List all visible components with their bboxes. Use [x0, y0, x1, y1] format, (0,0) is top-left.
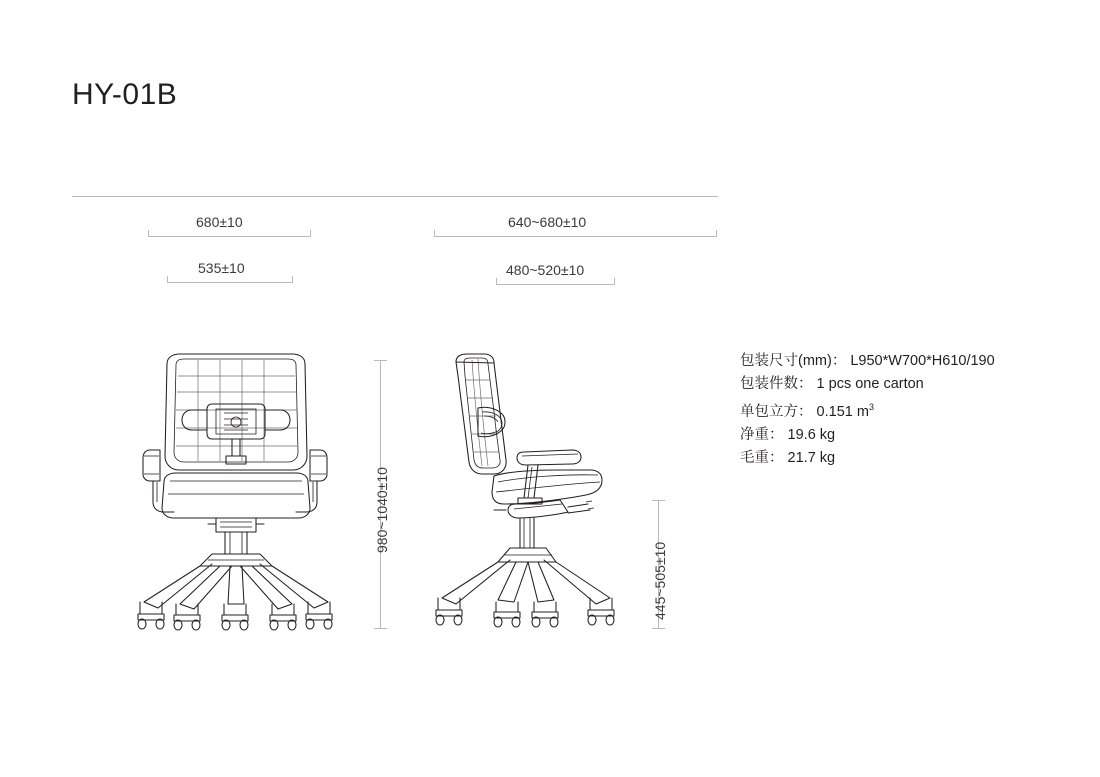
total-height-tick-bottom — [374, 628, 387, 629]
front-dim-depth-label: 535±10 — [198, 260, 245, 276]
side-dim-width-tick-left — [434, 230, 435, 237]
front-dim-depth-rule — [167, 282, 292, 283]
side-dim-depth-rule — [496, 284, 614, 285]
front-dim-width-rule — [148, 236, 310, 237]
side-dim-width-rule — [434, 236, 716, 237]
seat-height-tick-bottom — [652, 628, 665, 629]
spec-label: 包装尺寸(mm)： — [740, 353, 847, 369]
front-dim-width-label: 680±10 — [196, 214, 243, 230]
spec-value: 0.151 m — [816, 403, 869, 420]
seat-height-label: 445~505±10 — [652, 541, 668, 620]
spec-label: 包装件数： — [740, 376, 813, 392]
front-dim-depth-tick-right — [292, 276, 293, 283]
spec-label: 净重： — [740, 426, 784, 443]
spec-row — [740, 424, 1070, 447]
spec-label: 单包立方： — [740, 403, 813, 420]
spec-value: 1 pcs one carton — [816, 376, 924, 392]
spec-row — [740, 350, 1070, 373]
spec-label: 毛重： — [740, 449, 784, 466]
seat-height-tick-top — [652, 500, 665, 501]
front-view-drawing — [120, 352, 350, 637]
side-view-drawing — [420, 352, 640, 637]
top-border-rule — [72, 196, 718, 197]
spec-value-superscript: 3 — [868, 402, 874, 412]
spec-value: L950*W700*H610/190 — [850, 353, 995, 369]
spec-row — [740, 396, 1070, 424]
spec-value: 19.6 kg — [787, 426, 836, 443]
front-dim-width-tick-left — [148, 230, 149, 237]
side-dim-depth-label: 480~520±10 — [506, 262, 585, 278]
total-height-label: 980~1040±10 — [374, 467, 390, 553]
side-dim-depth-tick-right — [614, 278, 615, 285]
spec-value: 21.7 kg — [787, 449, 836, 466]
side-dim-depth-tick-left — [496, 278, 497, 285]
total-height-tick-top — [374, 360, 387, 361]
front-dim-depth-tick-left — [167, 276, 168, 283]
page-title: HY-01B — [72, 78, 178, 111]
side-dim-width-label: 640~680±10 — [508, 214, 587, 230]
spec-row — [740, 373, 1070, 396]
packaging-spec-list — [740, 350, 1070, 470]
spec-row — [740, 447, 1070, 470]
front-dim-width-tick-right — [310, 230, 311, 237]
side-dim-width-tick-right — [716, 230, 717, 237]
